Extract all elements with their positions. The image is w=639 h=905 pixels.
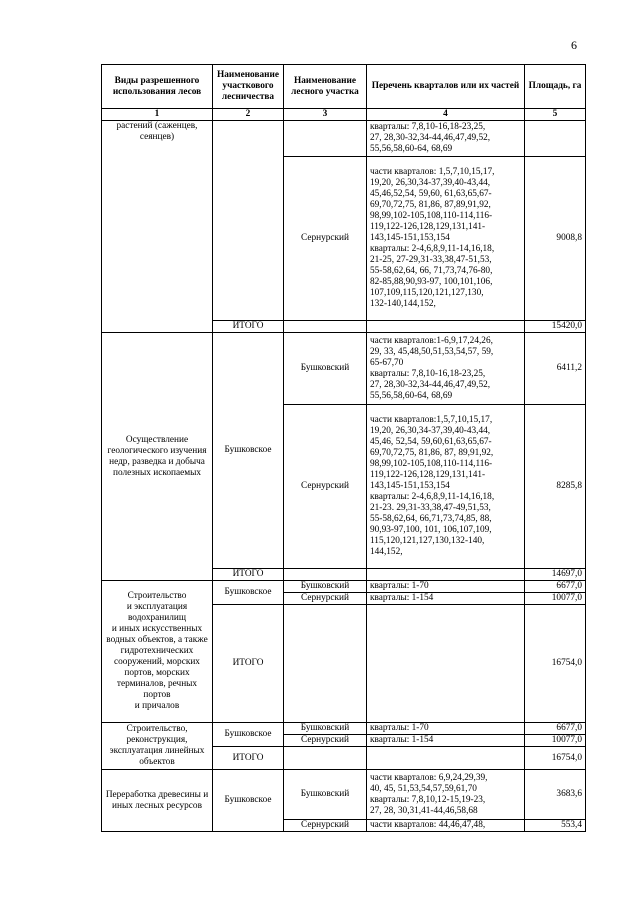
table-row: [102, 333, 586, 405]
area-cell: 6677,0: [525, 723, 586, 735]
total-label: ИТОГО: [213, 747, 284, 770]
header-row: [102, 65, 586, 109]
empty-cell: [367, 321, 525, 333]
col-number: 2: [213, 109, 284, 121]
area-cell: 8285,8: [525, 405, 586, 569]
plot-cell: Бушковский: [284, 581, 367, 593]
plot-cell: Бушковский: [284, 770, 367, 820]
quarters-cell: части кварталов: 1,5,7,10,15,17, 19,20, 26,30,34-37,39,40-43,44, 45,46,52,54, 59,60, 61,63,65,67- 69,70,72,75, 81,86, 87,89,91,92, 98,99,102-105,108,110-114,116- 119,122-126,128,129,131,141- 143,145-151,153,154 кварталы: 2-4,6,8,9,11-14,16,18, 21-25, 27-29,31-33,38,47-51,53, 55-58,62,64, 66, 71,73,74,76-80, 82-85,88,90,93-97, 100,101,106, 107,109,115,120,121,127,130, 132-140,144,152,: [367, 157, 525, 321]
forestry-cell: Бушковское: [213, 581, 284, 605]
use-type-cell: Осуществление геологического изучения недр, разведка и добыча полезных ископаемых: [102, 333, 213, 581]
quarters-cell: кварталы: 7,8,10-16,18-23,25, 27, 28,30-32,34-44,46,47,49,52, 55,56,58,60-64, 68,69: [367, 121, 525, 157]
quarters-cell: части кварталов:1-6,9,17,24,26, 29, 33, 45,48,50,51,53,54,57, 59, 65-67,70 кварталы: 7,8,10-16,18-23,25, 27, 28,30-32,34-44,46,47,49,52, 55,56,58,60-64, 68,69: [367, 333, 525, 405]
empty-cell: [367, 569, 525, 581]
use-type-cell: Переработка древесины и иных лесных ресурсов: [102, 770, 213, 832]
plot-cell: Сернурский: [284, 735, 367, 747]
quarters-cell: кварталы: 1-70: [367, 581, 525, 593]
plot-cell: Сернурский: [284, 820, 367, 832]
plot-cell: Сернурский: [284, 157, 367, 321]
use-type-cell: Строительство и эксплуатация водохранилищ и иных искусственных водных объектов, а также гидротехнических сооружений, морских портов, морских терминалов, речных портов и причалов: [102, 581, 213, 723]
area-cell: 3683,6: [525, 770, 586, 820]
area-cell: 6677,0: [525, 581, 586, 593]
area-cell: 10077,0: [525, 593, 586, 605]
col-number: 3: [284, 109, 367, 121]
forestry-cell: Бушковское: [213, 333, 284, 569]
col-number: 4: [367, 109, 525, 121]
forestry-cell: Бушковское: [213, 770, 284, 832]
empty-cell: [284, 747, 367, 770]
table-row: [102, 581, 586, 593]
area-cell: 9008,8: [525, 157, 586, 321]
empty-cell: [284, 605, 367, 723]
area-cell: 6411,2: [525, 333, 586, 405]
total-label: ИТОГО: [213, 605, 284, 723]
empty-cell: [367, 747, 525, 770]
quarters-cell: кварталы: 1-154: [367, 593, 525, 605]
use-type-cell: Строительство, реконструкция, эксплуатация линейных объектов: [102, 723, 213, 770]
column-number-row: [102, 109, 586, 121]
empty-cell: [284, 569, 367, 581]
table-row: [102, 723, 586, 735]
use-type-cell: растений (саженцев, сеянцев): [102, 121, 213, 333]
col-number: 5: [525, 109, 586, 121]
quarters-cell: части кварталов: 6,9,24,29,39, 40, 45, 51,53,54,57,59,61,70 кварталы: 7,8,10,12-15,19-23, 27, 28, 30,31,41-44,46,58,68: [367, 770, 525, 820]
total-area: 16754,0: [525, 605, 586, 723]
plot-cell: Сернурский: [284, 405, 367, 569]
total-area: 15420,0: [525, 321, 586, 333]
header-quarters: Перечень кварталов или их частей: [367, 65, 525, 109]
header-forestry: Наименование участкового лесничества: [213, 65, 284, 109]
plot-cell: Бушковский: [284, 723, 367, 735]
table-row: [102, 770, 586, 820]
empty-cell: [284, 321, 367, 333]
col-number: 1: [102, 109, 213, 121]
table-row: [102, 121, 586, 157]
header-use-type: Виды разрешенного использования лесов: [102, 65, 213, 109]
total-area: 14697,0: [525, 569, 586, 581]
plot-cell: [284, 121, 367, 157]
total-area: 16754,0: [525, 747, 586, 770]
quarters-cell: части кварталов:1,5,7,10,15,17, 19,20, 26,30,34-37,39,40-43,44, 45,46, 52,54, 59,60,61,63,65,67- 69,70,72,75, 81,86, 87, 89,91,92, 98,99,102-105,108,110-114,116- 119,122-126,128,129,131,141- 143,145-151,153,154 кварталы: 2-4,6,8,9,11-14,16,18, 21-23. 29,31-33,38,47-49,51,53, 55-58,62,64, 66,71,73,74,85, 88, 90,93-97,100, 101, 106,107,109, 115,120,121,127,130,132-140, 144,152,: [367, 405, 525, 569]
total-label: ИТОГО: [213, 569, 284, 581]
forest-use-table: [101, 64, 586, 832]
empty-cell: [367, 605, 525, 723]
header-area: Площадь, га: [525, 65, 586, 109]
page-number: 6: [571, 38, 577, 52]
forestry-cell: Бушковское: [213, 723, 284, 747]
quarters-cell: кварталы: 1-154: [367, 735, 525, 747]
area-cell: [525, 121, 586, 157]
total-label: ИТОГО: [213, 321, 284, 333]
quarters-cell: кварталы: 1-70: [367, 723, 525, 735]
area-cell: 10077,0: [525, 735, 586, 747]
forestry-cell: [213, 121, 284, 321]
header-plot: Наименование лесного участка: [284, 65, 367, 109]
quarters-cell: части кварталов: 44,46,47,48,: [367, 820, 525, 832]
plot-cell: Бушковский: [284, 333, 367, 405]
area-cell: 553,4: [525, 820, 586, 832]
plot-cell: Сернурский: [284, 593, 367, 605]
